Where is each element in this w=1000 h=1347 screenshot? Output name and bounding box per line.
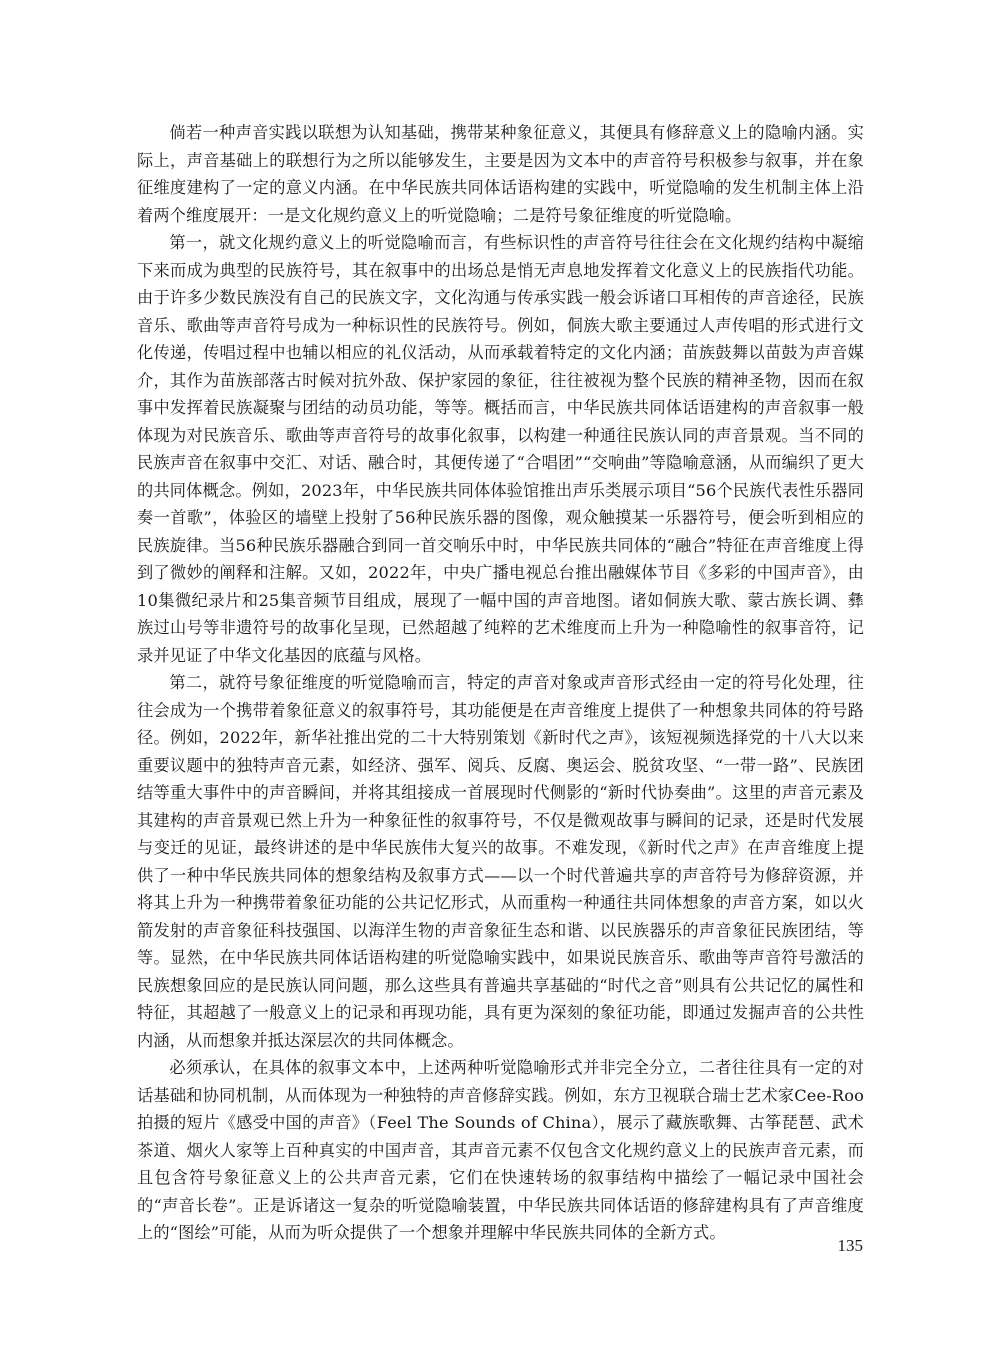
paragraph-2: 第一，就文化规约意义上的听觉隐喻而言，有些标识性的声音符号往往会在文化规约结构中凝缩下来而成为典型的民族符号，其在叙事中的出场总是悄无声息地发挥着文化意义上的民族指代功能。由于许多少数民族没有自己的民族文字，文化沟通与传承实践一般会诉诸口耳相传的声音途径，民族音乐、歌曲等声音符号成为一种标识性的民族符号。例如，侗族大歌主要通过人声传唱的形式进行文化传递，传唱过程中也辅以相应的礼仪活动，从而承载着特定的文化内涵；苗族鼓舞以苗鼓为声音媒介，其作为苗族部落古时候对抗外敌、保护家园的象征，往往被视为整个民族的精神圣物，因而在叙事中发挥着民族凝聚与团结的动员功能，等等。概括而言，中华民族共同体话语建构的声音叙事一般体现为对民族音乐、歌曲等声音符号的故事化叙事，以构建一种通往民族认同的声音景观。当不同的民族声音在叙事中交汇、对话、融合时，其便传递了“合唱团”“交响曲”等隐喻意涵，从而编织了更大的共同体概念。例如，2023年，中华民族共同体体验馆推出声乐类展示项目“56个民族代表性乐器同奏一首歌”，体验区的墙壁上投射了56种民族乐器的图像，观众触摸某一乐器符号，便会听到相应的民族旋律。当56种民族乐器融合到同一首交响乐中时，中华民族共同体的“融合”特征在声音维度上得到了微妙的阐释和注解。又如，2022年，中央广播电视总台推出融媒体节目《多彩的中国声音》，由10集微纪录片和25集音频节目组成，展现了一幅中国的声音地图。诸如侗族大歌、蒙古族长调、彝族过山号等非遗符号的故事化呈现，已然超越了纯粹的艺术维度而上升为一种隐喻性的叙事音符，记录并见证了中华文化基因的底蕴与风格。 [137, 233, 864, 665]
paragraph-4: 必须承认，在具体的叙事文本中，上述两种听觉隐喻形式并非完全分立，二者往往具有一定的对话基础和协同机制，从而体现为一种独特的声音修辞实践。例如，东方卫视联合瑞士艺术家Cee-Roo拍摄的短片《感受中国的声音》（Feel The Sounds of China），展示了藏族歌舞、古筝琵琶、武术茶道、烟火人家等上百种真实的中国声音，其声音元素不仅包含文化规约意义上的民族声音元素，而且包含符号象征意义上的公共声音元素，它们在快速转场的叙事结构中描绘了一幅记录中国社会的“声音长卷”。正是诉诸这一复杂的听觉隐喻装置，中华民族共同体话语的修辞建构具有了声音维度上的“图绘”可能，从而为听众提供了一个想象并理解中华民族共同体的全新方式。 [137, 1058, 864, 1242]
page-number: 135 [837, 1236, 863, 1255]
article-body [137, 119, 864, 1247]
paragraph-3: 第二，就符号象征维度的听觉隐喻而言，特定的声音对象或声音形式经由一定的符号化处理，往往会成为一个携带着象征意义的叙事符号，其功能便是在声音维度上提供了一种想象共同体的符号路径。例如，2022年，新华社推出党的二十大特别策划《新时代之声》，该短视频选择党的十八大以来重要议题中的独特声音元素，如经济、强军、阅兵、反腐、奥运会、脱贫攻坚、“一带一路”、民族团结等重大事件中的声音瞬间，并将其组接成一首展现时代侧影的“新时代协奏曲”。这里的声音元素及其建构的声音景观已然上升为一种象征性的叙事符号，不仅是微观故事与瞬间的记录，还是时代发展与变迁的见证，最终讲述的是中华民族伟大复兴的故事。不难发现，《新时代之声》在声音维度上提供了一种中华民族共同体的想象结构及叙事方式——以一个时代普遍共享的声音符号为修辞资源，并将其上升为一种携带着象征功能的公共记忆形式，从而重构一种通往共同体想象的声音方案，如以火箭发射的声音象征科技强国、以海洋生物的声音象征生态和谐、以民族器乐的声音象征民族团结，等等。显然，在中华民族共同体话语构建的听觉隐喻实践中，如果说民族音乐、歌曲等声音符号激活的民族想象回应的是民族认同问题，那么这些具有普遍共享基础的“时代之音”则具有公共记忆的属性和特征，其超越了一般意义上的记录和再现功能，具有更为深刻的象征功能，即通过发掘声音的公共性内涵，从而想象并抵达深层次的共同体概念。 [137, 673, 864, 1050]
paragraph-1: 倘若一种声音实践以联想为认知基础，携带某种象征意义，其便具有修辞意义上的隐喻内涵。实际上，声音基础上的联想行为之所以能够发生，主要是因为文本中的声音符号积极参与叙事，并在象征维度建构了一定的意义内涵。在中华民族共同体话语构建的实践中，听觉隐喻的发生机制主体上沿着两个维度展开：一是文化规约意义上的听觉隐喻；二是符号象征维度的听觉隐喻。 [137, 123, 864, 225]
